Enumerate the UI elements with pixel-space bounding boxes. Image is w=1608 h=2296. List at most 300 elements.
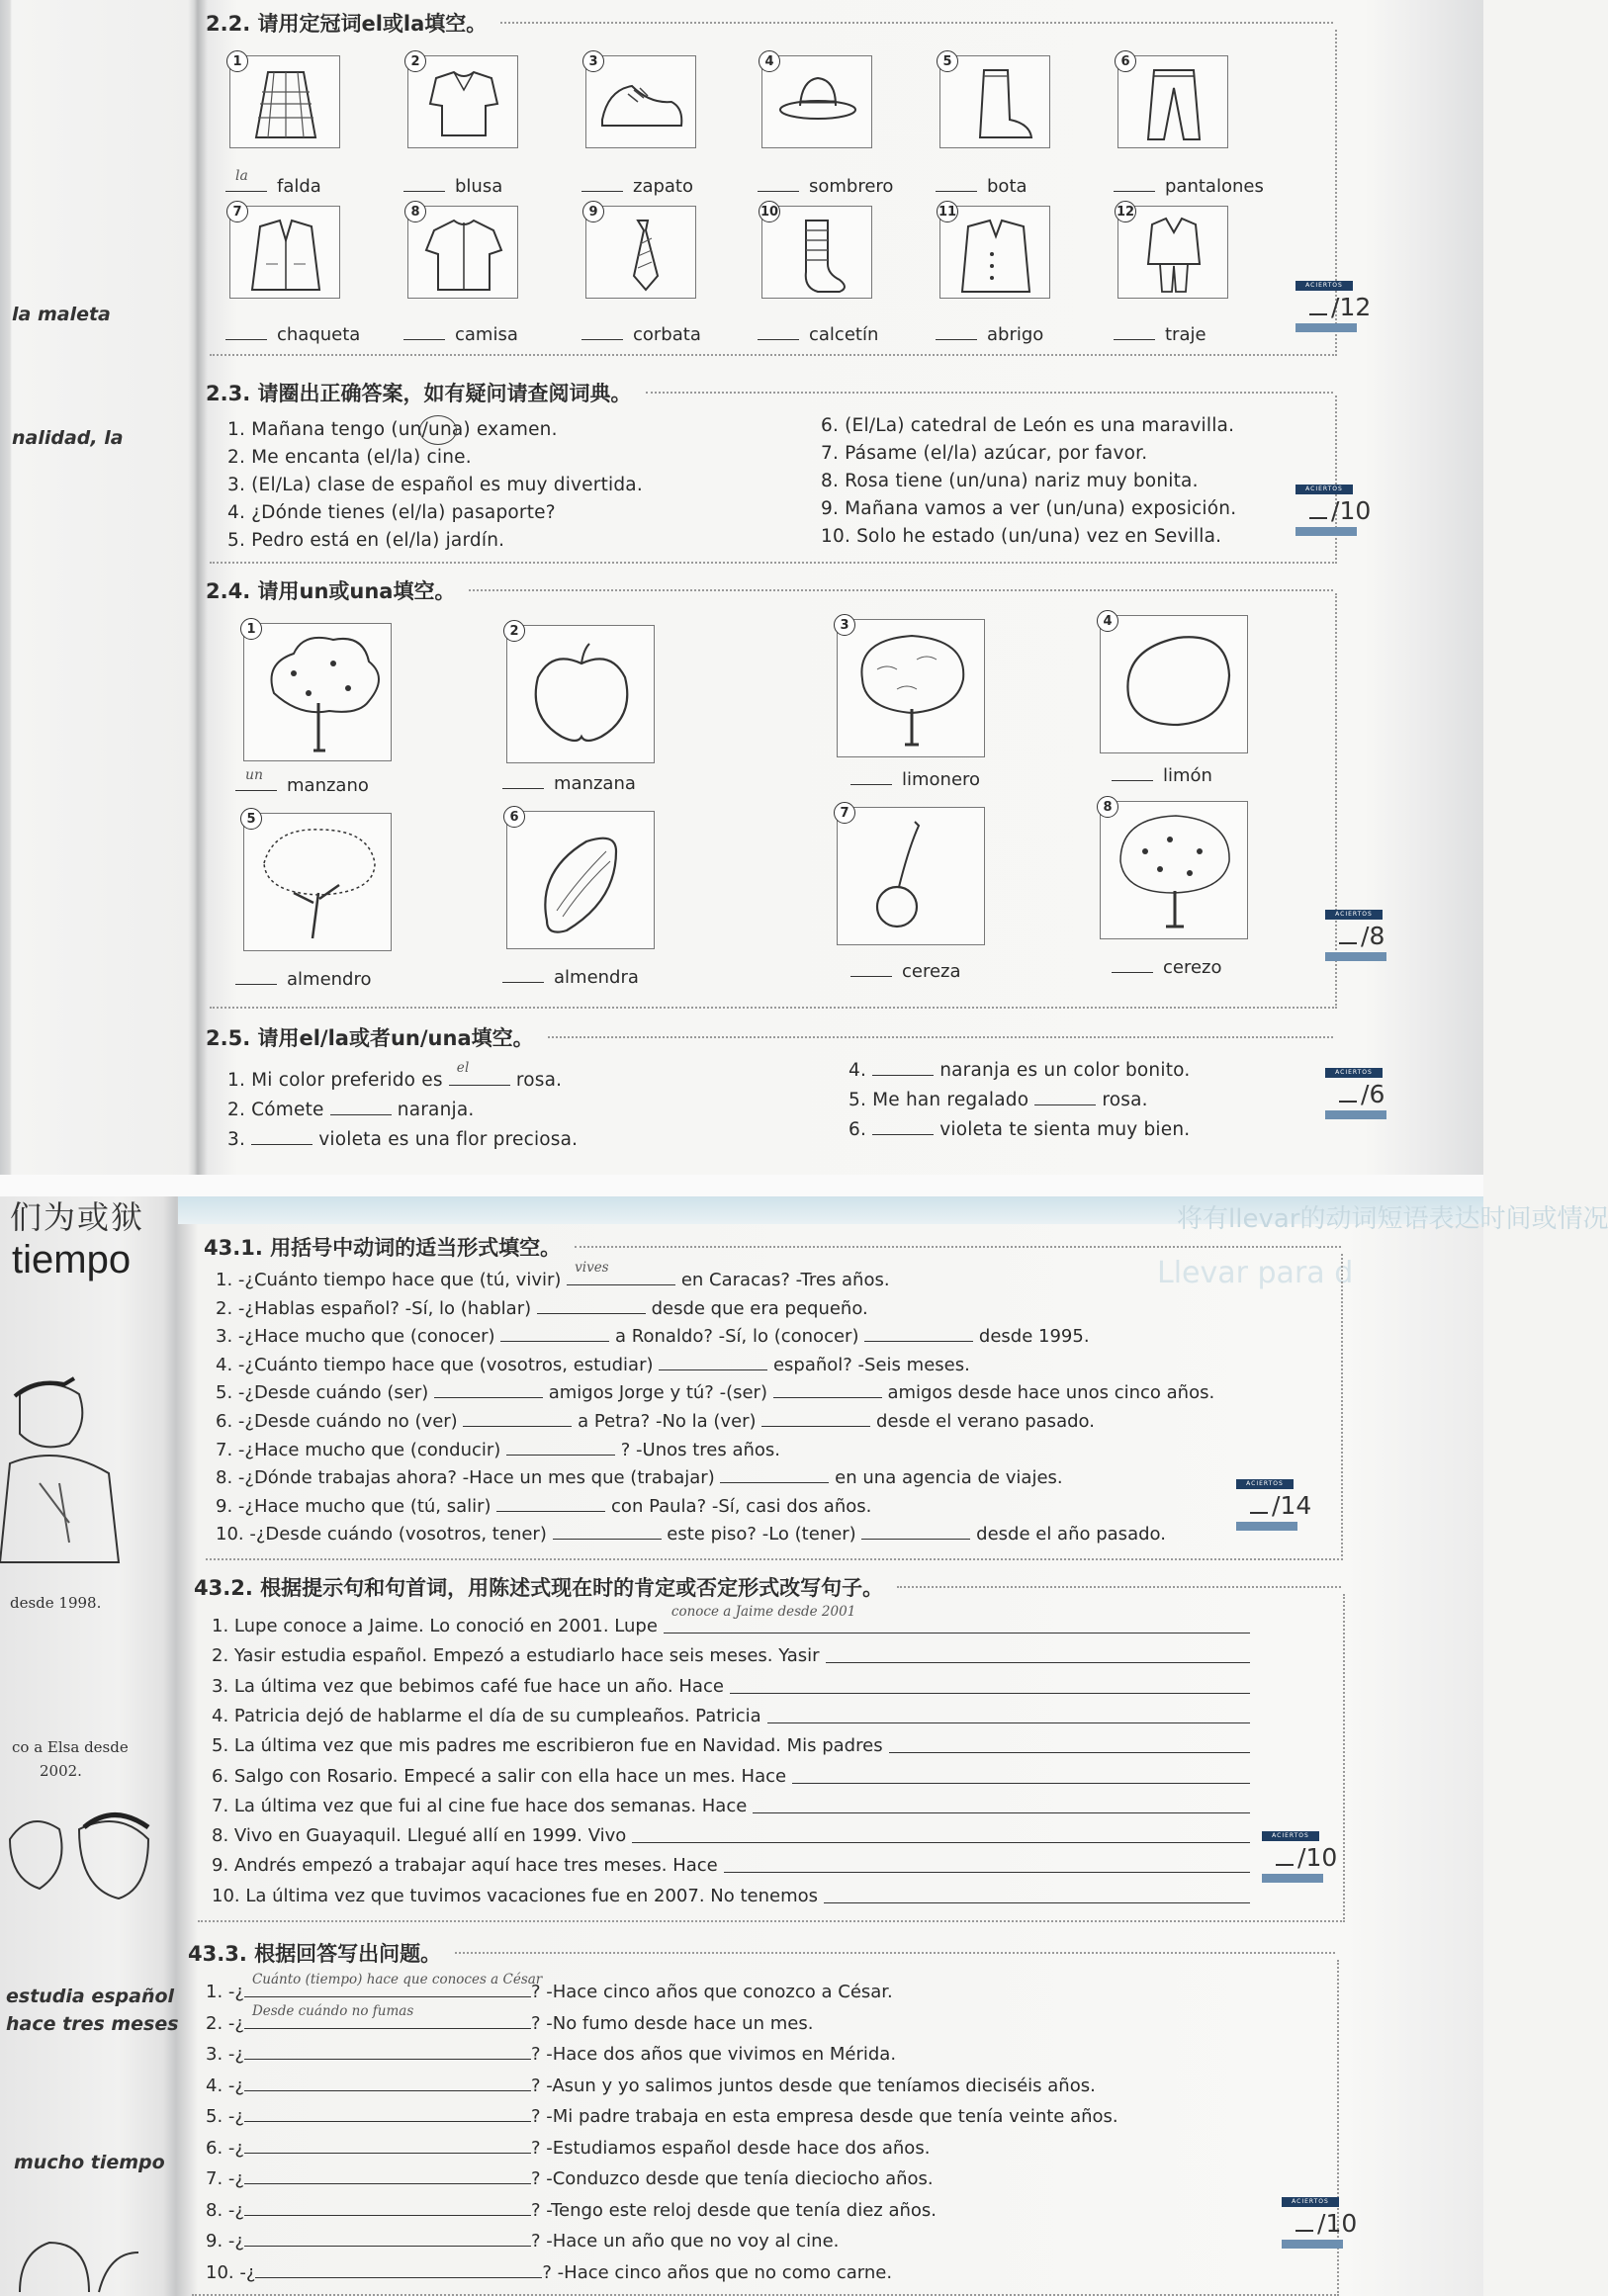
item-text: 2. Yasir estudia español. Empezó a estudiarlo hace seis meses. Yasir [212,1645,820,1667]
score-tag: ACIERTOS [1325,1068,1383,1078]
item-text: desde 1995. [973,1326,1090,1348]
word-text: almendra [554,967,639,988]
left-page-title: tiempo [12,1238,132,1281]
item-text: 2. -¿ [206,2012,244,2034]
answer-blank[interactable] [506,1442,615,1456]
item-text: 4. -¿Cuánto tiempo hace que (vosotros, estudiar) [216,1354,660,1375]
handwritten-answer: la [235,168,248,184]
chapter-banner-text: 将有llevar的动词短语表达时间或情况 [1177,1204,1608,1234]
word-label [850,769,980,790]
word-label [581,176,693,197]
left-bold-text: mucho tiempo [14,2152,165,2173]
item-text: desde el año pasado. [970,1524,1166,1545]
exercise-item [212,1825,1250,1846]
answer-blank[interactable] [244,2077,531,2091]
item-text: 1. -¿Cuánto tiempo hace que (tú, vivir) [216,1270,568,1290]
exercise-item [216,1411,1095,1432]
item-text: 3. La última vez que bebimos café fue hace un año. Hace [212,1675,724,1697]
exercise-item [212,1706,1250,1726]
word-text: manzano [287,775,369,796]
item-text: 5. -¿Desde cuándo (ser) [216,1382,435,1404]
item-text: 3. -¿ [206,2044,244,2065]
item-number: 8 [404,201,426,222]
item-text: 3. -¿Hace mucho que (conocer) [216,1326,501,1348]
item-number: 6 [503,806,525,828]
word-text: cereza [902,961,961,982]
answer-blank[interactable] [225,326,267,340]
item-number: 11 [937,201,958,222]
word-text: calcetín [809,324,879,345]
exercise-item [216,1355,970,1375]
answer-blank[interactable] [235,767,277,791]
item-text: 6. [849,1119,873,1140]
word-text: manzana [554,773,636,794]
word-text: chaqueta [277,324,361,345]
item-number: 7 [834,802,855,824]
item-text: ? -Conduzco desde que tenía dieciocho años. [530,2168,934,2189]
score-value: /14 [1236,1491,1311,1520]
word-text: limón [1163,765,1212,786]
cartoon-faces-illustration [0,1800,168,1938]
exercise-item [216,1298,868,1319]
item-number: 5 [240,808,262,830]
exercise-picture [229,55,340,148]
answer-blank[interactable] [502,969,544,983]
item-text: a Petra? -No la (ver) [572,1411,757,1432]
word-label [502,967,639,988]
item-text: ? -Hace cinco años que conozco a César. [530,1982,893,2002]
item-number: 2 [503,620,525,642]
answer-blank[interactable] [773,1384,882,1398]
answer-blank[interactable] [553,1526,662,1540]
exercise-item: 5. Pedro está en (el/la) jardín. [227,530,505,551]
answer-blank[interactable] [581,326,623,340]
score-box [1325,910,1386,961]
word-text: corbata [633,324,701,345]
answer-blank[interactable] [434,1384,543,1398]
item-number: 1 [240,618,262,640]
exercise-picture [761,55,872,148]
score-tag: ACIERTOS [1262,1831,1319,1841]
item-number: 3 [834,614,855,636]
exercise-picture [407,55,518,148]
exercise-picture [837,807,985,945]
item-text: 7. -¿Hace mucho que (conducir) [216,1439,507,1460]
item-text: amigos desde hace unos cinco años. [881,1382,1215,1404]
score-box [1262,1831,1337,1883]
word-label [1114,176,1264,197]
exercise-item [212,1735,1250,1756]
answer-blank[interactable] [244,2233,531,2247]
exercise-item [216,1496,871,1517]
score-value: /6 [1325,1080,1386,1108]
word-label [235,767,369,796]
answer-blank[interactable] [758,178,799,192]
exercise-item: 6. (El/La) catedral de León es una maravilla. [821,415,1235,436]
item-number: 10 [759,201,780,222]
score-box [1295,281,1371,332]
answer-blank[interactable] [850,963,892,977]
left-note: 2002. [40,1762,82,1780]
answer-circle [419,415,457,445]
answer-blank[interactable] [225,168,267,192]
item-number: 4 [1097,610,1118,632]
score-box [1282,2197,1357,2249]
exercise-item [206,2044,896,2065]
item-text: 9. -¿ [206,2231,244,2252]
score-box [1325,1068,1386,1119]
exercise-item: 9. Mañana vamos a ver (un/una) exposición. [821,498,1237,519]
exercise-item [849,1060,1190,1081]
word-label [502,773,636,794]
handwritten-answer: Desde cuándo no fumas [251,2002,414,2019]
score-value: /10 [1295,496,1371,525]
answer-blank[interactable] [244,2108,531,2122]
section-heading-text: 2.2. 请用定冠词el或la填空。 [206,12,488,36]
item-text: violeta es una flor preciosa. [313,1129,579,1150]
word-label [235,969,372,990]
score-box [1295,485,1371,536]
item-text: amigos Jorge y tú? -(ser) [543,1382,767,1404]
score-tag: ACIERTOS [1236,1479,1294,1489]
answer-blank[interactable] [758,326,799,340]
exercise-item [212,1855,1250,1876]
answer-blank[interactable] [824,1886,1250,1903]
item-text: 4. [849,1060,873,1081]
exercise-picture [506,811,655,949]
item-text: 10. La última vez que tuvimos vacaciones fue en 2007. No tenemos [212,1885,819,1906]
exercise-item [849,1119,1190,1140]
item-text: 5. -¿ [206,2106,244,2127]
score-box [1236,1479,1311,1531]
answer-blank[interactable] [502,775,544,789]
score-tag: ACIERTOS [1295,485,1353,494]
answer-blank[interactable] [1112,959,1153,973]
item-text: 5. La última vez que mis padres me escribieron fue en Navidad. Mis padres [212,1735,883,1757]
item-text: 1. Mi color preferido es [227,1070,449,1091]
item-text: ? -Estudiamos español desde hace dos años. [530,2137,931,2159]
answer-blank[interactable] [537,1300,646,1314]
item-text: desde que era pequeño. [645,1297,868,1319]
item-text: 7. La última vez que fui al cine fue hace dos semanas. Hace [212,1795,748,1816]
exercise-item [206,2106,1118,2127]
word-label [403,176,502,197]
section-heading-text: 2.5. 请用el/la或者un/una填空。 [206,1026,534,1050]
item-text: en una agencia de viajes. [829,1467,1063,1489]
score-value: /8 [1325,922,1386,950]
answer-blank[interactable] [872,1062,934,1076]
exercise-item [227,1100,474,1120]
item-number: 7 [226,201,248,222]
item-text: 3. [227,1129,252,1150]
exercise-picture [1117,206,1228,299]
exercise-item [206,2138,930,2159]
word-label [850,961,961,982]
item-text: ? -Asun y yo salimos juntos desde que teníamos dieciséis años. [530,2075,1096,2096]
item-text: ? -Hace cinco años que no como carne. [542,2261,893,2283]
answer-blank[interactable] [500,1328,609,1342]
exercise-item: 8. Rosa tiene (un/una) nariz muy bonita. [821,471,1199,491]
chapter-banner-subtext: Llevar para d [1157,1256,1354,1290]
answer-blank[interactable] [244,2140,531,2154]
exercise-item: 4. ¿Dónde tienes (el/la) pasaporte? [227,502,556,523]
exercise-picture [939,206,1050,299]
exercise-item [227,1060,563,1091]
answer-blank[interactable] [581,178,623,192]
exercise-item [206,2200,937,2221]
section-heading-text: 43.3. 根据回答写出问题。 [188,1942,442,1966]
exercise-picture [939,55,1050,148]
item-text: 8. Vivo en Guayaquil. Llegué allí en 1999. Vivo [212,1825,627,1847]
word-label [758,176,893,197]
item-number: 3 [582,50,604,72]
item-text: ? -No fumo desde hace un mes. [530,2012,814,2034]
item-text: con Paula? -Sí, casi dos años. [605,1495,872,1517]
exercise-item [216,1467,1063,1488]
answer-blank[interactable] [244,2202,531,2216]
left-bold-text: estudia español [6,1986,175,2007]
item-text: 5. Me han regalado [849,1090,1035,1110]
exercise-item [206,2002,814,2034]
exercise-item [206,1972,893,2002]
exercise-item [212,1796,1250,1816]
section-heading-text: 43.2. 根据提示句和句首词，用陈述式现在时的肯定或否定形式改写句子。 [194,1576,884,1600]
answer-blank[interactable] [864,1328,973,1342]
exercise-item [212,1604,1250,1636]
item-text: ? -Unos tres años. [615,1439,781,1460]
answer-blank[interactable] [850,771,892,785]
exercise-picture [1100,801,1248,939]
item-number: 9 [582,201,604,222]
exercise-picture [229,206,340,299]
word-text: traje [1165,324,1206,345]
exercise-item [212,1766,1250,1787]
word-label [936,176,1027,197]
item-text: 8. -¿Dónde trabajas ahora? -Hace un mes que (trabajar) [216,1467,721,1489]
exercise-picture [1117,55,1228,148]
item-number: 1 [226,50,248,72]
answer-blank[interactable] [1114,178,1155,192]
answer-blank[interactable] [753,1796,1250,1813]
item-text: rosa. [1096,1090,1148,1110]
answer-blank[interactable] [255,2264,542,2278]
answer-blank[interactable] [659,1357,767,1370]
item-text: 10. -¿Desde cuándo (vosotros, tener) [216,1524,553,1545]
answer-blank[interactable] [720,1469,829,1483]
item-text: 6. -¿Desde cuándo no (ver) [216,1411,464,1432]
item-number: 5 [937,50,958,72]
word-label [1114,324,1206,345]
side-text: la maleta [12,304,111,325]
exercise-picture [243,623,392,761]
score-value: /10 [1282,2209,1357,2238]
answer-blank[interactable] [244,2046,531,2060]
answer-blank[interactable] [936,178,977,192]
exercise-item [849,1090,1148,1110]
exercise-picture [1100,615,1248,753]
item-text: 6. -¿ [206,2137,244,2159]
word-text: blusa [455,176,503,197]
answer-blank[interactable] [767,1706,1250,1723]
answer-blank[interactable] [632,1825,1250,1843]
exercise-item: 7. Pásame (el/la) azúcar, por favor. [821,443,1148,464]
answer-blank[interactable] [664,1604,1250,1634]
item-text: 2. -¿Hablas español? -Sí, lo (hablar) [216,1297,537,1319]
item-number: 4 [759,50,780,72]
item-text: ? -Hace un año que no voy al cine. [530,2231,840,2252]
item-text: este piso? -Lo (tener) [661,1524,856,1545]
score-tag: ACIERTOS [1295,281,1353,291]
handwritten-answer: vives [575,1260,609,1276]
word-text: camisa [455,324,518,345]
word-text: abrigo [987,324,1044,345]
exercise-picture [761,206,872,299]
answer-blank[interactable] [496,1498,605,1512]
answer-blank[interactable] [861,1526,970,1540]
exercise-item [206,2231,839,2252]
answer-blank[interactable] [244,1972,543,1997]
exercise-picture [585,206,696,299]
item-text: ? -Hace dos años que vivimos en Mérida. [530,2044,897,2065]
item-text: naranja. [391,1100,475,1120]
handwritten-answer: Cuánto (tiempo) hace que conoces a César [251,1972,543,1987]
exercise-picture [585,55,696,148]
item-text: 4. -¿ [206,2075,244,2096]
answer-blank[interactable] [872,1121,934,1135]
answer-blank[interactable] [826,1645,1250,1663]
word-label [758,324,878,345]
answer-blank[interactable] [724,1855,1250,1873]
word-text: sombrero [809,176,894,197]
answer-blank[interactable] [889,1735,1250,1753]
word-label [225,324,360,345]
word-text: zapato [633,176,694,197]
item-text: 6. Salgo con Rosario. Empecé a salir con ella hace un mes. Hace [212,1765,787,1787]
cartoon-bottom-illustration [0,2233,158,2296]
item-number: 12 [1115,201,1136,222]
word-text: pantalones [1165,176,1264,197]
word-text: cerezo [1163,957,1222,978]
item-text: en Caracas? -Tres años. [675,1270,890,1290]
answer-blank[interactable] [792,1766,1250,1784]
word-label [1112,957,1222,978]
answer-blank[interactable] [244,2002,531,2029]
exercise-picture [837,619,985,757]
answer-blank[interactable] [235,971,277,985]
answer-blank[interactable] [251,1131,313,1145]
item-text: 7. -¿ [206,2168,244,2189]
item-text: naranja es un color bonito. [934,1060,1191,1081]
left-note: desde 1998. [10,1594,102,1612]
item-text: 4. Patricia dejó de hablarme el día de su cumpleaños. Patricia [212,1705,761,1726]
exercise-picture [506,625,655,763]
item-text: desde el verano pasado. [870,1411,1095,1432]
exercise-item [212,1676,1250,1697]
exercise-picture [243,813,392,951]
item-text: ? -Mi padre trabaja en esta empresa desde que tenía veinte años. [530,2106,1118,2127]
word-text: limonero [902,769,981,790]
item-text: 9. -¿Hace mucho que (tú, salir) [216,1495,497,1517]
answer-blank[interactable] [1114,326,1155,340]
handwritten-answer: conoce a Jaime desde 2001 [670,1604,856,1620]
item-text: ? -Tengo este reloj desde que tenía diez años. [530,2199,938,2221]
item-number: 6 [1115,50,1136,72]
item-text: 2. Cómete [227,1100,330,1120]
exercise-item [216,1524,1166,1545]
item-number: 8 [1097,796,1118,818]
word-label [403,324,518,345]
exercise-item [216,1326,1090,1347]
exercise-item [216,1260,890,1290]
exercise-item: 1. Mañana tengo (un/una) examen. [227,419,558,440]
handwritten-answer: un [245,767,264,783]
exercise-item [206,2075,1096,2096]
answer-blank[interactable] [936,326,977,340]
answer-blank[interactable] [1034,1092,1096,1105]
word-text: almendro [287,969,372,990]
word-text: falda [277,176,321,197]
answer-blank[interactable] [463,1413,572,1427]
answer-blank[interactable] [761,1413,870,1427]
score-tag: ACIERTOS [1282,2197,1339,2207]
answer-blank[interactable] [730,1676,1250,1694]
answer-blank[interactable] [403,178,445,192]
answer-blank[interactable] [567,1260,675,1285]
answer-blank[interactable] [449,1060,510,1086]
word-label [581,324,701,345]
exercise-item [206,2262,892,2283]
section-heading-text: 2.4. 请用un或una填空。 [206,579,456,603]
left-note: co a Elsa desde [12,1738,129,1756]
item-text: rosa. [509,1070,563,1091]
answer-blank[interactable] [403,326,445,340]
exercise-item: 2. Me encanta (el/la) cine. [227,447,472,468]
word-text: bota [987,176,1027,197]
exercise-item: 10. Solo he estado (un/una) vez en Sevilla. [821,526,1222,547]
section-heading-text: 43.1. 用括号中动词的适当形式填空。 [204,1236,562,1260]
word-label [225,168,321,197]
exercise-item [206,2168,934,2189]
item-number: 2 [404,50,426,72]
left-page-heading-cut: 们为或狱 [10,1198,145,1236]
cartoon-illustration [0,1374,168,1572]
exercise-item [212,1645,1250,1666]
answer-blank[interactable] [1112,767,1153,781]
item-text: español? -Seis meses. [767,1354,970,1375]
exercise-item [216,1440,780,1460]
exercise-item: 3. (El/La) clase de español es muy divertida. [227,475,643,495]
score-value: /12 [1295,293,1371,321]
exercise-item [216,1382,1214,1403]
item-text: 9. Andrés empezó a trabajar aquí hace tres meses. Hace [212,1855,718,1877]
side-text: nalidad, la [12,427,124,449]
exercise-item [227,1129,578,1150]
word-label [936,324,1043,345]
score-value: /10 [1262,1843,1337,1872]
section-heading-text: 2.3. 请圈出正确答案，如有疑问请查阅词典。 [206,382,632,405]
item-text: 8. -¿ [206,2199,244,2221]
score-tag: ACIERTOS [1325,910,1383,920]
exercise-picture [407,206,518,299]
answer-blank[interactable] [330,1102,392,1115]
item-text: violeta te sienta muy bien. [934,1119,1191,1140]
answer-blank[interactable] [244,2170,531,2184]
section-heading-2-5 [206,1022,1333,1052]
item-text: 10. -¿ [206,2261,256,2283]
photo-gap [0,1175,1483,1196]
handwritten-answer: el [456,1060,470,1076]
left-bold-text: hace tres meses [6,2013,179,2035]
